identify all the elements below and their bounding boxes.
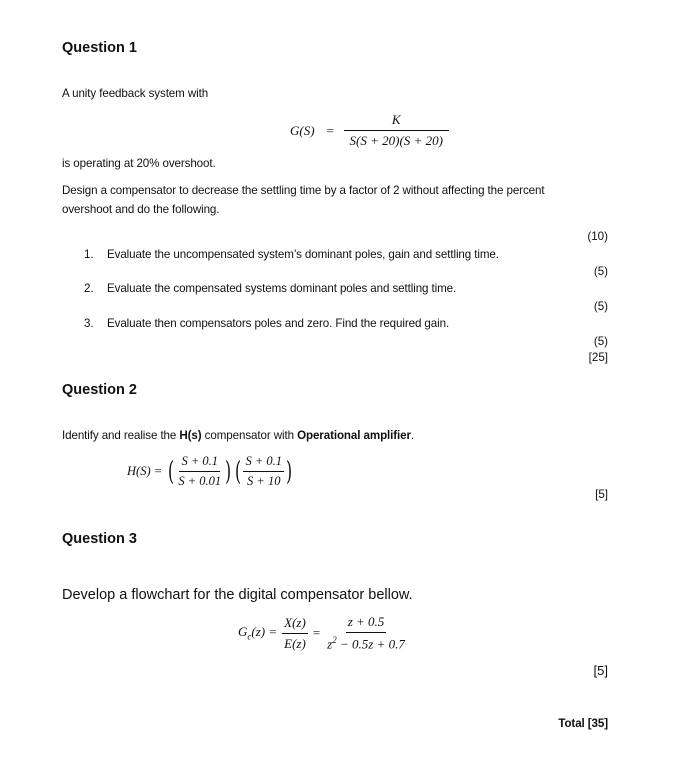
q3-tf-lhs-subscript: c — [247, 631, 252, 642]
q3-tf-equals: = — [312, 625, 321, 641]
q1-transfer-function — [290, 112, 449, 149]
q1-task-1-mark: (5) — [593, 265, 608, 278]
q3-tf-den-2 — [325, 633, 407, 652]
q3-tf-den-2-z: z — [327, 636, 333, 652]
q2-tf-den-1: S + 0.01 — [178, 474, 222, 488]
q2-tf-lhs: H(S) = — [127, 464, 163, 478]
q3-tf-lhs-symbol: G — [238, 624, 248, 640]
q1-tf-denominator: S(S + 20)(S + 20) — [349, 133, 443, 148]
q1-mark-subtotal: (10) — [587, 230, 608, 243]
q2-left-paren-1: ( — [168, 456, 175, 487]
q2-left-paren-2: ( — [235, 456, 242, 487]
q2-right-paren-1: ) — [225, 456, 232, 487]
q2-text-bold-hs: H(s) — [179, 429, 202, 442]
q3-tf-den-1: E(z) — [284, 635, 306, 651]
q2-text-mid: compensator with — [201, 429, 298, 442]
q1-tf-lhs: G(S) — [290, 122, 315, 138]
question-3-heading: Question 3 — [62, 531, 137, 547]
q1-design-line-1: Design a compensator to decrease the settling time by a factor of 2 without affecting the percent — [62, 184, 545, 197]
q3-tf-lhs — [238, 624, 282, 642]
q3-tf-den-2-exponent: 2 — [332, 635, 337, 645]
total-marks: Total [35] — [558, 717, 608, 730]
q1-total-mark: [25] — [588, 351, 608, 364]
q3-instruction: Develop a flowchart for the digital compensator bellow. — [62, 587, 413, 603]
question-2-heading: Question 2 — [62, 382, 137, 398]
q3-tf-lhs-argument: (z) = — [251, 624, 278, 640]
q1-task-2-mark: (5) — [593, 300, 608, 313]
question-1-heading: Question 1 — [62, 40, 137, 56]
q1-intro-text: A unity feedback system with — [62, 87, 209, 100]
q2-tf-num-2: S + 0.1 — [243, 454, 284, 472]
q3-tf-den-2-rest: − 0.5z + 0.7 — [336, 636, 405, 652]
q1-task-2-text: Evaluate the compensated systems dominant poles and settling time. — [107, 282, 457, 295]
q2-text-pre: Identify and realise the — [62, 429, 180, 442]
q1-tf-equals: = — [326, 122, 334, 138]
q1-tf-fraction — [344, 112, 449, 149]
q2-mark: [5] — [595, 488, 608, 501]
q1-design-line-2: overshoot and do the following. — [62, 203, 220, 216]
q3-transfer-function — [238, 614, 407, 652]
q1-task-1-number: 1. — [84, 248, 94, 261]
q3-tf-fraction-1 — [282, 615, 308, 652]
q1-task-3-mark: (5) — [593, 335, 608, 348]
q1-task-2-number: 2. — [84, 282, 94, 295]
q2-transfer-function — [127, 454, 294, 489]
q2-tf-fraction-2 — [243, 454, 284, 489]
q2-tf-den-2: S + 10 — [247, 474, 281, 488]
q2-instruction — [62, 429, 414, 442]
q1-overshoot-text: is operating at 20% overshoot. — [62, 157, 216, 170]
q2-right-paren-2: ) — [286, 456, 293, 487]
q3-tf-num-1: X(z) — [282, 615, 308, 634]
q3-tf-fraction-2 — [325, 614, 407, 652]
q3-tf-num-2: z + 0.5 — [346, 614, 387, 633]
q1-task-3-number: 3. — [84, 317, 94, 330]
q2-text-bold-opamp: Operational amplifier — [297, 429, 411, 442]
q3-mark: [5] — [593, 663, 608, 678]
q2-tf-fraction-1 — [176, 454, 223, 489]
q2-tf-num-1: S + 0.1 — [179, 454, 220, 472]
q1-task-3-text: Evaluate then compensators poles and zero. Find the required gain. — [107, 317, 450, 330]
q1-task-1-text: Evaluate the uncompensated system’s dominant poles, gain and settling time. — [107, 248, 499, 261]
q2-text-post: . — [410, 429, 415, 442]
q1-tf-numerator: K — [344, 112, 449, 131]
